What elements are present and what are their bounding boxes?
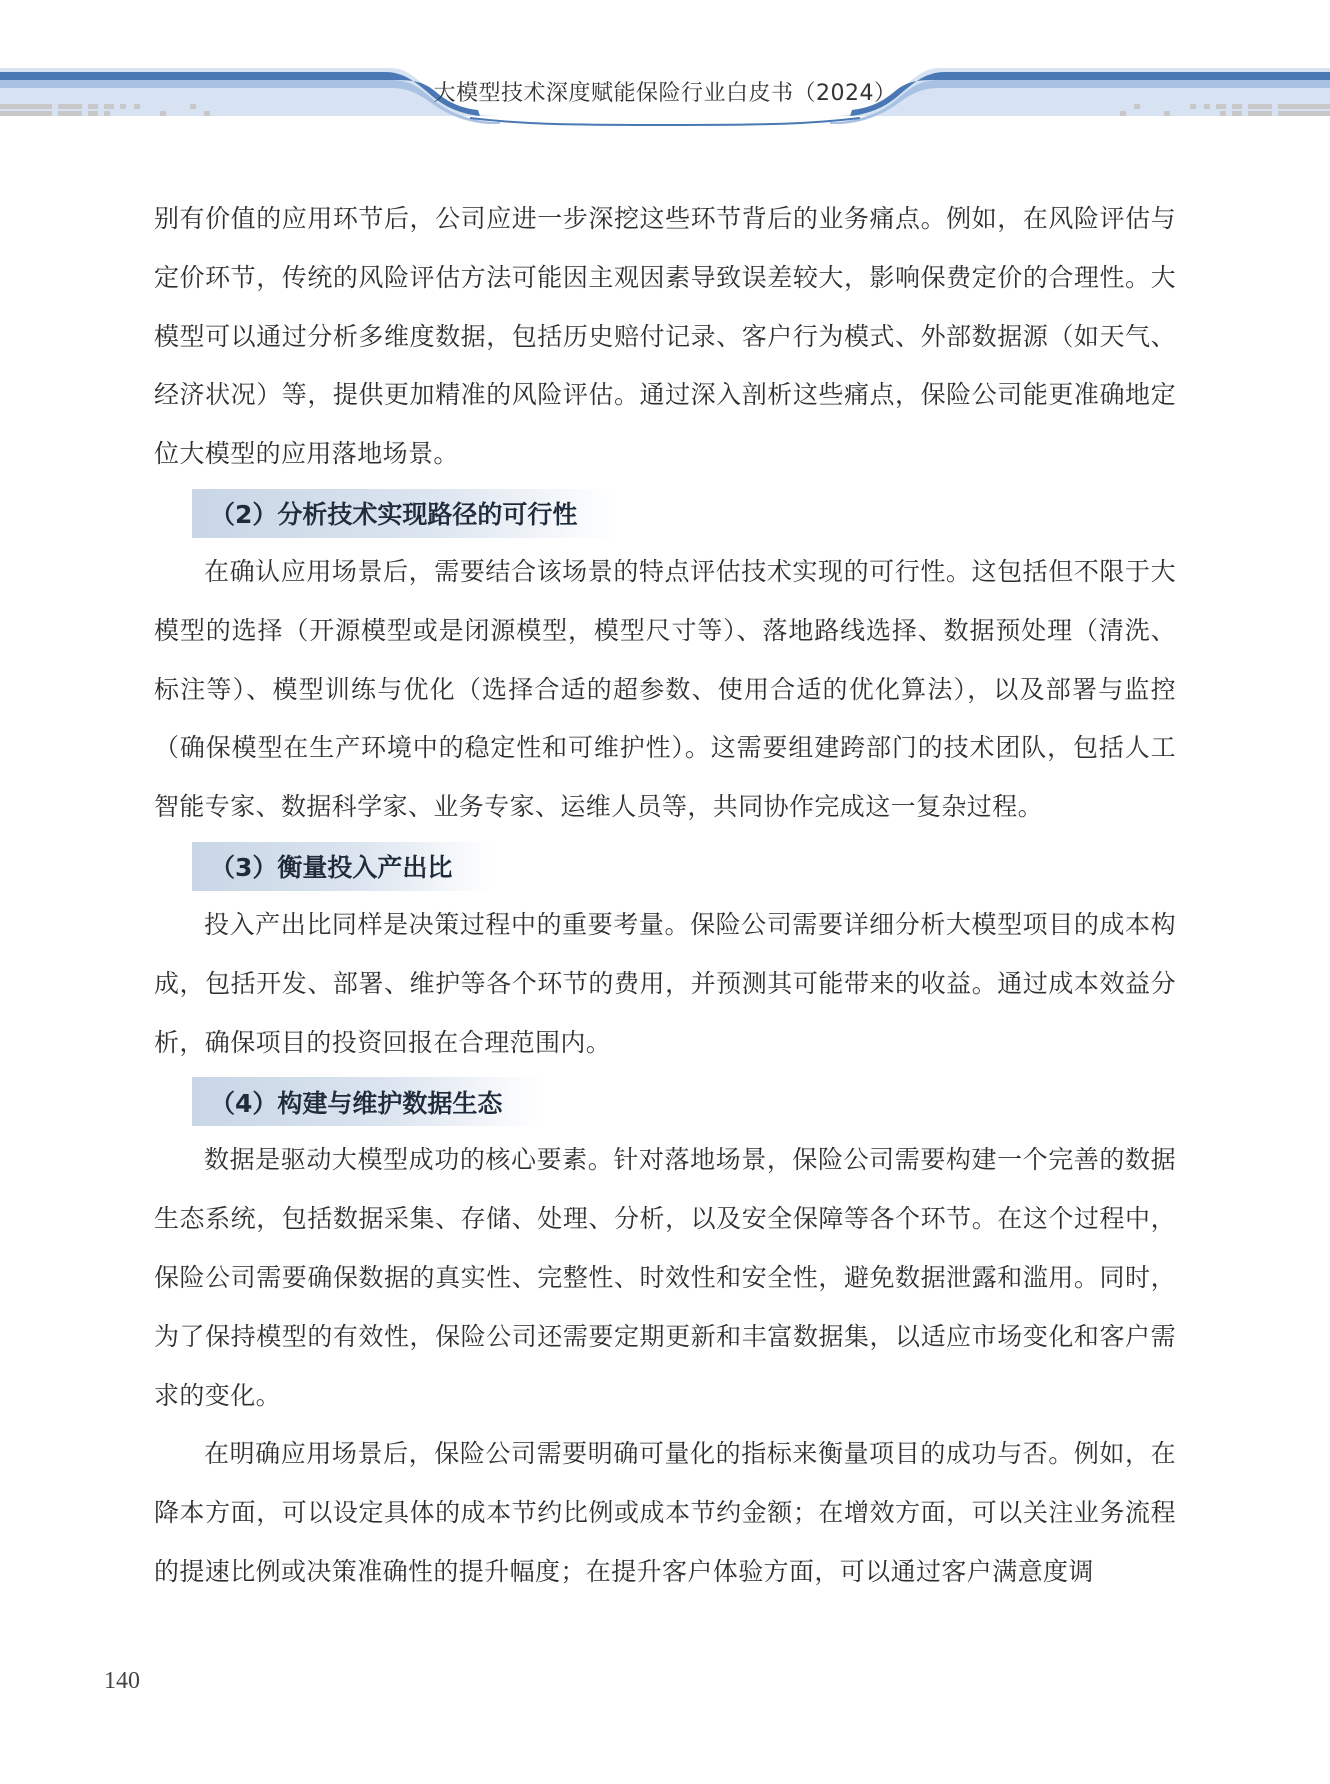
- header-title: 大模型技术深度赋能保险行业白皮书（2024）: [433, 81, 897, 106]
- header-underline-curve: [470, 118, 860, 125]
- paragraph-data-ecosystem: 数据是驱动大模型成功的核心要素。针对落地场景，保险公司需要构建一个完善的数据生态系统，包括数据采集、存储、处理、分析，以及安全保障等各个环节。在这个过程中，保险公司需要确保数据的真实性、完整性、时效性和安全性，避免数据泄露和滥用。同时，为了保持模型的有效性，保险公司还需要定期更新和丰富数据集，以适应市场变化和客户需求的变化。: [154, 1145, 1176, 1410]
- paragraph-metrics: 在明确应用场景后，保险公司需要明确可量化的指标来衡量项目的成功与否。例如，在降本方面，可以设定具体的成本节约比例或成本节约金额；在增效方面，可以关注业务流程的提速比例或决策准确性的提升幅度；在提升客户体验方面，可以通过客户满意度调: [154, 1439, 1176, 1586]
- heading-label: （2）分析技术实现路径的可行性: [192, 489, 617, 538]
- header-decoration: [0, 0, 1330, 130]
- page-number: 140: [104, 1668, 140, 1694]
- heading-label: （4）构建与维护数据生态: [192, 1077, 542, 1126]
- page-header: [0, 0, 1330, 130]
- section-heading-2: [154, 484, 1176, 543]
- section-heading-3: [154, 837, 1176, 896]
- paragraph-feasibility: 在确认应用场景后，需要结合该场景的特点评估技术实现的可行性。这包括但不限于大模型的选择（开源模型或是闭源模型，模型尺寸等）、落地路线选择、数据预处理（清洗、标注等）、模型训练与优化（选择合适的超参数、使用合适的优化算法），以及部署与监控（确保模型在生产环境中的稳定性和可维护性）。这需要组建跨部门的技术团队，包括人工智能专家、数据科学家、业务专家、运维人员等，共同协作完成这一复杂过程。: [154, 556, 1176, 822]
- paragraph-continued: 别有价值的应用环节后，公司应进一步深挖这些环节背后的业务痛点。例如，在风险评估与定价环节，传统的风险评估方法可能因主观因素导致误差较大，影响保费定价的合理性。大模型可以通过分析多维度数据，包括历史赔付记录、客户行为模式、外部数据源（如天气、经济状况）等，提供更加精准的风险评估。通过深入剖析这些痛点，保险公司能更准确地定位大模型的应用落地场景。: [154, 204, 1176, 469]
- page-body: [154, 190, 1176, 1602]
- heading-label: （3）衡量投入产出比: [192, 842, 492, 891]
- paragraph-roi: 投入产出比同样是决策过程中的重要考量。保险公司需要详细分析大模型项目的成本构成，包括开发、部署、维护等各个环节的费用，并预测其可能带来的收益。通过成本效益分析，确保项目的投资回报在合理范围内。: [154, 909, 1176, 1057]
- section-heading-4: [154, 1072, 1176, 1131]
